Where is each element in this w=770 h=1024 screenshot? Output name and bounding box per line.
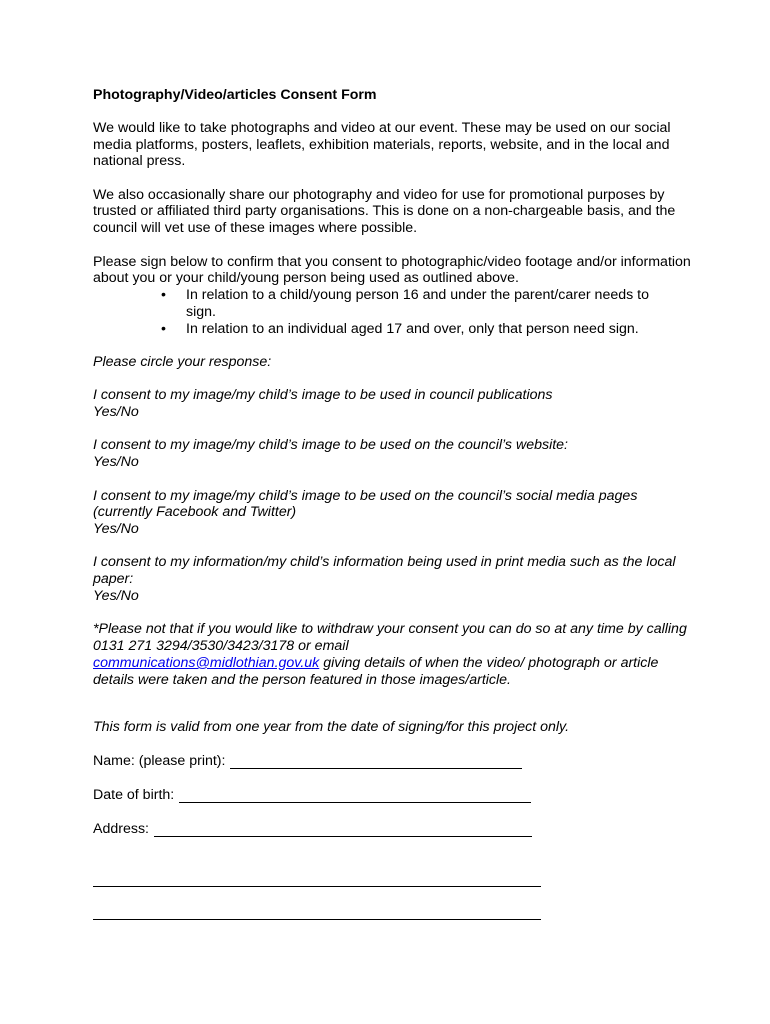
dob-input-line[interactable] (179, 788, 531, 803)
consent-question-print-media (93, 554, 693, 604)
form-title: Photography/Video/articles Consent Form (93, 87, 377, 103)
bullet-text: In relation to a child/young person 16 and under the parent/carer needs to sign. (186, 287, 649, 320)
bullet-text: In relation to an individual aged 17 and over, only that person need sign. (186, 320, 639, 337)
address-input-line-2[interactable] (93, 854, 541, 887)
question-text: I consent to my image/my child’s image to be used on the council’s website: (93, 437, 569, 454)
circle-prompt: Please circle your response: (93, 354, 272, 371)
question-text: I consent to my information/my child’s information being used in print media such as the local paper: (93, 554, 676, 588)
address-input-line-3[interactable] (93, 887, 541, 920)
name-input-line[interactable] (230, 754, 522, 769)
intro-paragraph: We would like to take photographs and video at our event. These may be used on our social media platforms, posters, leaflets, exhibition materials, reports, website, and in the local and national press. (93, 119, 671, 170)
list-item (93, 321, 693, 338)
address-label: Address: (93, 820, 149, 837)
address-field (93, 820, 693, 837)
list-item (93, 287, 693, 321)
validity-note: This form is valid from one year from the date of signing/for this project only. (93, 718, 570, 735)
bullet-icon: • (161, 287, 166, 304)
yes-no-response[interactable]: Yes/No (93, 521, 139, 538)
yes-no-response[interactable]: Yes/No (93, 588, 139, 605)
consent-question-social-media (93, 488, 693, 538)
yes-no-response[interactable]: Yes/No (93, 404, 139, 421)
withdraw-notice (93, 621, 693, 688)
question-text: I consent to my image/my child’s image to be used in council publications (93, 387, 553, 404)
withdraw-notice-before: *Please not that if you would like to withdraw your consent you can do so at any time by calling 0131 271 3294/3530/3423/3178 or email (93, 621, 687, 655)
name-label: Name: (please print): (93, 752, 226, 769)
question-text: I consent to my image/my child’s image to be used on the council’s social media pages (currently Facebook and Twitter) (93, 487, 638, 521)
withdraw-notice-after: giving details of when the video/ photograph or article details were taken and the person featured in those images/article. (93, 654, 659, 688)
consent-form (93, 87, 693, 920)
signing-rules-list (93, 287, 693, 337)
third-party-paragraph: We also occasionally share our photography and video for use for promotional purposes by trusted or affiliated third party organisations. This is done on a non-chargeable basis, and the council will vet use of these images where possible. (93, 186, 676, 237)
name-field (93, 752, 693, 769)
consent-question-publications (93, 387, 693, 421)
bullet-icon: • (161, 320, 166, 337)
dob-label: Date of birth: (93, 786, 175, 803)
sign-instruction: Please sign below to confirm that you consent to photographic/video footage and/or information about you or your child/young person being used as outlined above. (93, 253, 691, 287)
dob-field (93, 786, 693, 803)
address-input-line[interactable] (154, 822, 532, 837)
consent-question-website (93, 437, 693, 471)
yes-no-response[interactable]: Yes/No (93, 454, 139, 471)
email-link[interactable]: communications@midlothian.gov.uk (93, 654, 320, 671)
